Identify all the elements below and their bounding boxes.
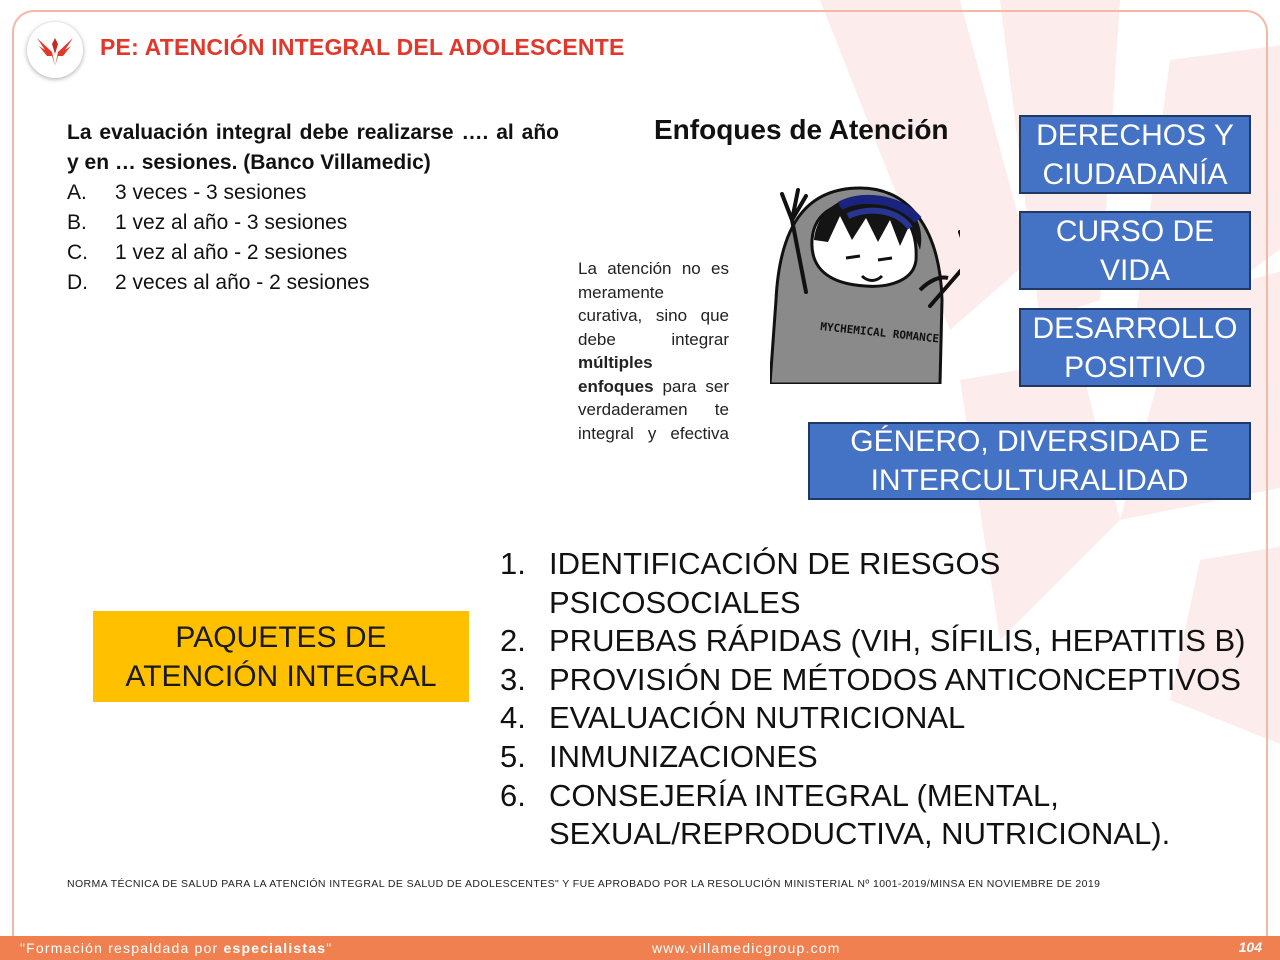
side-note-bold: múltiples enfoques [578,353,654,396]
cartoon-figure-image [770,180,960,384]
option-b [67,208,559,238]
item-number: 6. [500,777,526,813]
item-text: PROVISIÓN DE MÉTODOS ANTICONCEPTIVOS [549,661,1241,697]
list-item [500,545,1260,622]
slogan-quote: " [326,940,333,956]
footer-website-link[interactable]: www.villamedicgroup.com [652,940,841,956]
option-d [67,268,559,298]
paquetes-list [500,545,1260,854]
item-number: 1. [500,546,526,581]
item-text: PRUEBAS RÁPIDAS (VIH, SÍFILIS, HEPATITIS B) [549,623,1246,659]
item-number: 4. [500,700,526,736]
option-text: 1 vez al año - 3 sesiones [115,211,348,234]
box-line: DERECHOS Y [1036,118,1234,152]
footer-bar [0,936,1280,960]
side-note-text-end: para ser verdaderamen te integral y efectiva [578,376,729,443]
paquetes-box [93,611,469,702]
item-number: 2. [500,623,526,659]
enfoque-box-curso-vida [1019,211,1251,290]
option-text: 1 vez al año - 2 sesiones [115,241,348,264]
question-text: La evaluación integral debe realizarse …. al año y en … sesiones. (Banco Villamedic) [67,121,559,174]
item-number: 5. [500,738,526,774]
side-note [578,257,729,445]
option-c [67,238,559,268]
option-text: 2 veces al año - 2 sesiones [115,271,370,294]
option-letter: B. [67,211,87,234]
enfoque-box-genero [808,422,1251,500]
item-text: EVALUACIÓN NUTRICIONAL [549,700,966,736]
option-letter: D. [67,271,88,294]
paquetes-line: PAQUETES DE [175,620,387,654]
item-text: IDENTIFICACIÓN DE RIESGOS PSICOSOCIALES [549,546,1001,620]
enfoque-box-desarrollo [1019,308,1251,387]
enfoques-title: Enfoques de Atención [654,114,949,145]
list-item [500,699,1260,738]
list-item [500,738,1260,777]
phoenix-logo-icon [27,22,83,78]
list-item [500,777,1260,854]
box-line: GÉNERO, DIVERSIDAD E [850,425,1209,458]
shirt-text: MYCHEMICAL ROMANCE [819,320,940,346]
item-number: 3. [500,661,526,697]
norma-reference: NORMA TÉCNICA DE SALUD PARA LA ATENCIÓN INTEGRAL DE SALUD DE ADOLESCENTES" Y FUE APROBADO POR LA RESOLUCIÓN MINISTERIAL Nº 1001-2019/MINSA EN NOVIEMBRE DE 2019 [67,878,1101,890]
list-item [500,622,1260,661]
box-line: DESARROLLO [1032,311,1238,345]
option-letter: A. [67,181,87,204]
option-text: 3 veces - 3 sesiones [115,181,307,204]
box-line: VIDA [1099,253,1170,287]
footer-slogan [20,940,332,956]
slogan-text: "Formación respaldada por [20,940,224,956]
question-block [67,118,559,298]
box-line: POSITIVO [1064,350,1206,384]
slogan-bold: especialistas [223,940,327,956]
enfoque-box-derechos [1019,115,1251,194]
option-a [67,178,559,208]
box-line: CIUDADANÍA [1042,157,1228,191]
item-text: INMUNIZACIONES [549,738,818,774]
option-letter: C. [67,241,88,264]
page-number: 104 [1238,939,1262,955]
answer-options [67,178,559,298]
paquetes-line: ATENCIÓN INTEGRAL [125,659,437,693]
box-line: CURSO DE [1055,214,1215,248]
item-text: CONSEJERÍA INTEGRAL (MENTAL, SEXUAL/REPRODUCTIVA, NUTRICIONAL). [549,777,1171,852]
side-note-text: La atención no es meramente curativa, sino que debe integrar [578,259,729,349]
box-line: INTERCULTURALIDAD [870,464,1189,497]
page-title: PE: ATENCIÓN INTEGRAL DEL ADOLESCENTE [100,34,625,60]
list-item [500,661,1260,700]
